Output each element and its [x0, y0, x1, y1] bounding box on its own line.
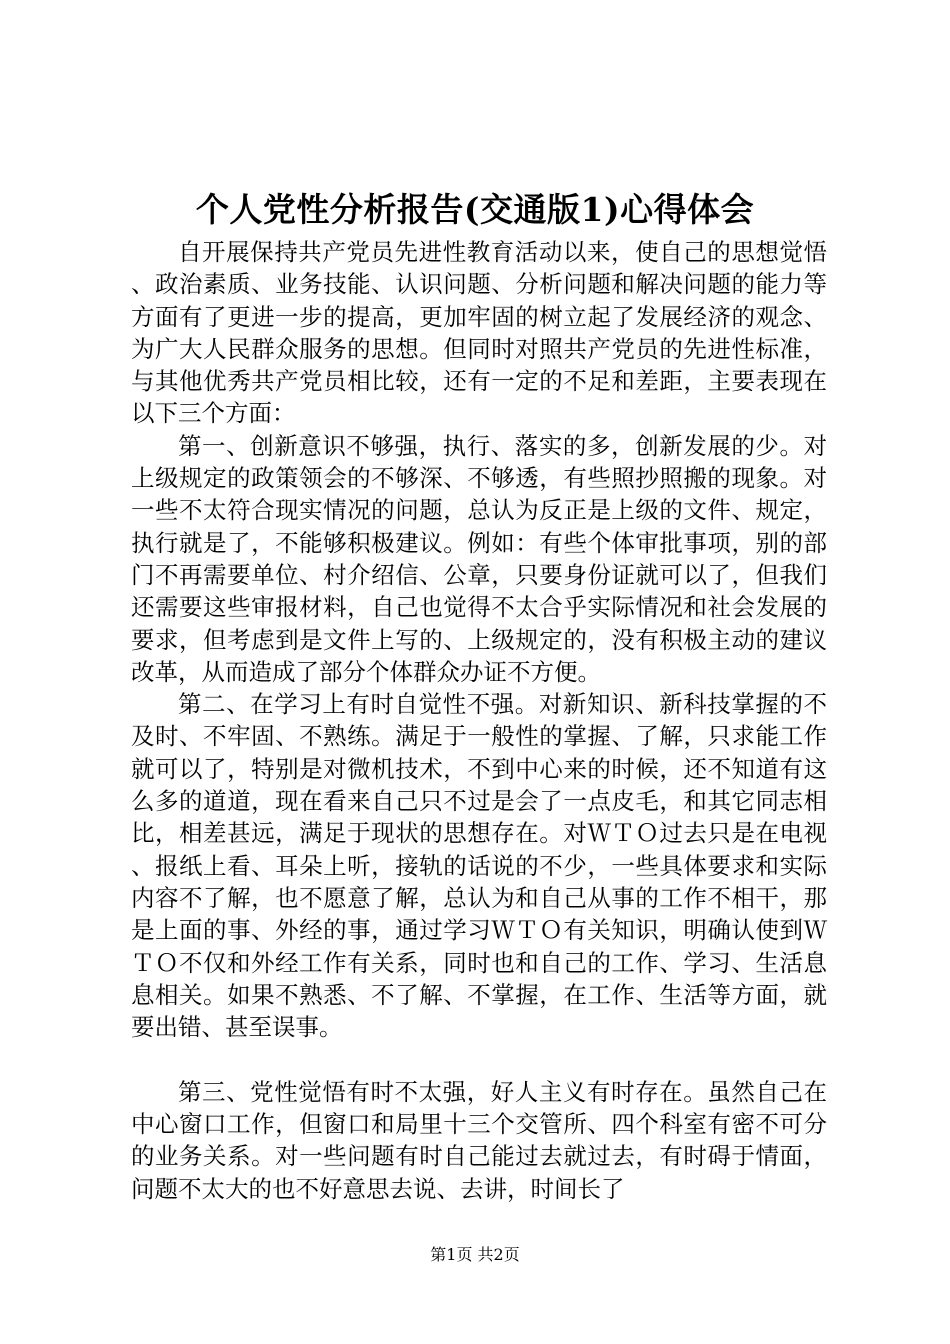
page-footer: 第1页 共2页 — [430, 1245, 520, 1264]
paragraph-third-point: 第三、党性觉悟有时不太强，好人主义有时存在。虽然自己在中心窗口工作，但窗口和局里十三个交管所、四个科室有密不可分的业务关系。对一些问题有时自己能过去就过去，有时碍于情面，问题不太大的也不好意思去说、去讲，时间长了 — [131, 1077, 827, 1203]
paragraph-first-point: 第一、创新意识不够强，执行、落实的多，创新发展的少。对上级规定的政策领会的不够深、不够透，有些照抄照搬的现象。对一些不太符合现实情况的问题，总认为反正是上级的文件、规定，执行就是了，不能够积极建议。例如：有些个体审批事项，别的部门不再需要单位、村介绍信、公章，只要身份证就可以了，但我们还需要这些审报材料，自己也觉得不太合乎实际情况和社会发展的要求，但考虑到是文件上写的、上级规定的，没有积极主动的建议改革，从而造成了部分个体群众办证不方便。 — [131, 431, 827, 686]
paragraph-spacer — [131, 1043, 827, 1075]
paragraph-second-point: 第二、在学习上有时自觉性不强。对新知识、新科技掌握的不及时、不牢固、不熟练。满足于一般性的掌握、了解，只求能工作就可以了，特别是对微机技术，不到中心来的时候，还不知道有这么多的道道，现在看来自己只不过是会了一点皮毛，和其它同志相比，相差甚远，满足于现状的思想存在。对ＷＴＯ过去只是在电视、报纸上看、耳朵上听，接轨的话说的不少，一些具体要求和实际内容不了解，也不愿意了解，总认为和自己从事的工作不相干，那是上面的事、外经的事，通过学习ＷＴＯ有关知识，明确认使到ＷＴＯ不仅和外经工作有关系，同时也和自己的工作、学习、生活息息相关。如果不熟悉、不了解、不掌握，在工作、生活等方面，就要出错、甚至误事。 — [131, 690, 827, 1042]
document-title: 个人党性分析报告(交通版1)心得体会 — [195, 190, 755, 229]
paragraph-intro: 自开展保持共产党员先进性教育活动以来，使自己的思想觉悟、政治素质、业务技能、认识问题、分析问题和解决问题的能力等方面有了更进一步的提高，更加牢固的树立起了发展经济的观念、为广大人民群众服务的思想。但同时对照共产党员的先进性标准，与其他优秀共产党员相比较，还有一定的不足和差距，主要表现在以下三个方面： — [131, 238, 827, 428]
document-body — [131, 236, 827, 1205]
